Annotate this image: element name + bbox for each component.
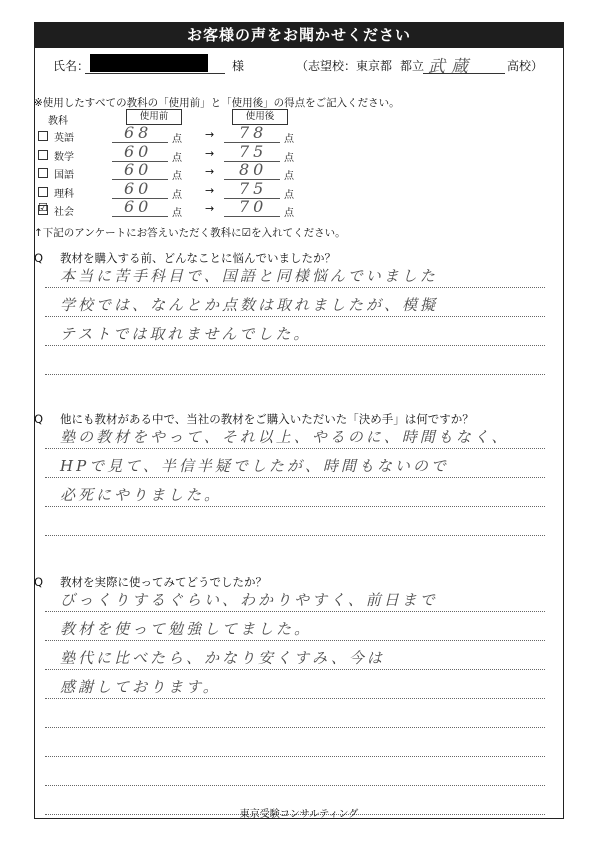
- answer-ruled-line: [45, 698, 545, 699]
- footer-company: 東京受験コンサルティング: [239, 809, 359, 820]
- question-marker: Q: [34, 575, 44, 589]
- score-row: [34, 123, 334, 146]
- before-unit: 点: [172, 208, 182, 219]
- answer-ruled-line: [45, 477, 545, 478]
- after-underline: [224, 216, 280, 217]
- answer-ruled-line: [45, 756, 545, 757]
- before-underline: [112, 216, 168, 217]
- subject-column-header: 教科: [48, 116, 68, 127]
- answer-ruled-line: [45, 506, 545, 507]
- answer-ruled-line: [45, 785, 545, 786]
- question-label: 教材を実際に使ってみてどうでしたか？: [60, 575, 267, 589]
- arrow-icon: →: [205, 165, 215, 178]
- arrow-icon: →: [205, 202, 215, 215]
- name-underline: [85, 73, 225, 74]
- subject-checkbox[interactable]: [38, 131, 48, 141]
- after-unit: 点: [284, 208, 294, 219]
- after-score: 78: [239, 123, 268, 142]
- before-unit: 点: [172, 134, 182, 145]
- score-instruction: ※使用したすべての教科の「使用前」と「使用後」の得点をご記入ください。: [34, 97, 400, 109]
- question-text: [34, 411, 474, 427]
- before-unit: 点: [172, 190, 182, 201]
- after-unit: 点: [284, 134, 294, 145]
- subject-label: 理科: [54, 189, 74, 200]
- handwritten-answer-line: 教材を使って勉強してました。: [60, 620, 313, 638]
- question-label: 他にも教材がある中で、当社の教材をご購入いただいた「決め手」は何ですか？: [60, 412, 474, 426]
- answer-ruled-line: [45, 640, 545, 641]
- question-marker: Q: [34, 251, 44, 265]
- subject-checkbox[interactable]: [38, 187, 48, 197]
- survey-note: ↑下記のアンケートにお答えいただく教科に☑を入れてください。: [34, 227, 346, 239]
- handwritten-answer-line: 必死にやりました。: [60, 486, 223, 504]
- arrow-icon: →: [205, 147, 215, 160]
- answer-ruled-line: [45, 316, 545, 317]
- after-unit: 点: [284, 171, 294, 182]
- score-row: [34, 179, 334, 202]
- question-marker: Q: [34, 412, 44, 426]
- before-score: 60: [124, 179, 153, 198]
- subject-label: 社会: [54, 207, 74, 218]
- before-score: 60: [124, 142, 153, 161]
- handwritten-answer-line: 本当に苦手科目で、国語と同様悩んでいました: [60, 267, 438, 285]
- answer-ruled-line: [45, 669, 545, 670]
- arrow-icon: →: [205, 184, 215, 197]
- answer-ruled-line: [45, 611, 545, 612]
- score-row: [34, 142, 334, 165]
- score-row: [34, 197, 334, 220]
- after-unit: 点: [284, 153, 294, 164]
- handwritten-answer-line: HPで見て、半信半疑でしたが、時間もないので: [60, 457, 449, 475]
- name-label: 氏名：: [53, 59, 90, 73]
- after-score: 70: [239, 197, 268, 216]
- checkbox-check-icon: ☑: [38, 201, 48, 214]
- handwritten-answer-line: びっくりするぐらい、わかりやすく、前日まで: [60, 591, 438, 609]
- after-column-header: 使用後: [232, 109, 288, 125]
- honorific-label: 様: [232, 59, 245, 73]
- answer-ruled-line: [45, 287, 545, 288]
- after-score: 80: [239, 160, 268, 179]
- school-underline: [423, 73, 505, 74]
- handwritten-answer-line: 塾の教材をやって、それ以上、やるのに、時間もなく、: [60, 428, 510, 446]
- page-title: お客様の声をお聞かせください: [34, 22, 564, 48]
- school-name-handwritten: 武蔵: [428, 57, 474, 77]
- after-unit: 点: [284, 190, 294, 201]
- answer-ruled-line: [45, 374, 545, 375]
- subject-checkbox[interactable]: [38, 168, 48, 178]
- before-score: 60: [124, 160, 153, 179]
- subject-label: 国語: [54, 170, 74, 181]
- subject-checkbox[interactable]: [38, 150, 48, 160]
- arrow-icon: →: [205, 128, 215, 141]
- question-label: 教材を購入する前、どんなことに悩んでいましたか？: [60, 251, 336, 265]
- after-score: 75: [239, 179, 268, 198]
- answer-ruled-line: [45, 448, 545, 449]
- handwritten-answer-line: 学校では、なんとか点数は取れましたが、模擬: [60, 296, 439, 314]
- subject-label: 英語: [54, 133, 74, 144]
- answer-ruled-line: [45, 345, 545, 346]
- school-suffix: 高校）: [507, 59, 544, 73]
- metro-label: 都立: [400, 59, 425, 73]
- answer-ruled-line: [45, 727, 545, 728]
- name-redaction-box: [90, 54, 208, 72]
- before-score: 68: [124, 123, 153, 142]
- before-unit: 点: [172, 171, 182, 182]
- handwritten-answer-line: 塾代に比べたら、かなり安くすみ、今は: [60, 649, 385, 667]
- subject-label: 数学: [54, 152, 74, 163]
- handwritten-answer-line: テストでは取れませんでした。: [60, 325, 312, 343]
- after-score: 75: [239, 142, 268, 161]
- before-column-header: 使用前: [126, 109, 182, 125]
- before-score: 60: [124, 197, 153, 216]
- question-text: [34, 574, 267, 590]
- handwritten-answer-line: 感謝しております。: [60, 678, 221, 696]
- score-row: [34, 160, 334, 183]
- before-unit: 点: [172, 153, 182, 164]
- question-text: [34, 250, 336, 266]
- aspiration-label: （志望校：東京都: [296, 59, 393, 73]
- answer-ruled-line: [45, 535, 545, 536]
